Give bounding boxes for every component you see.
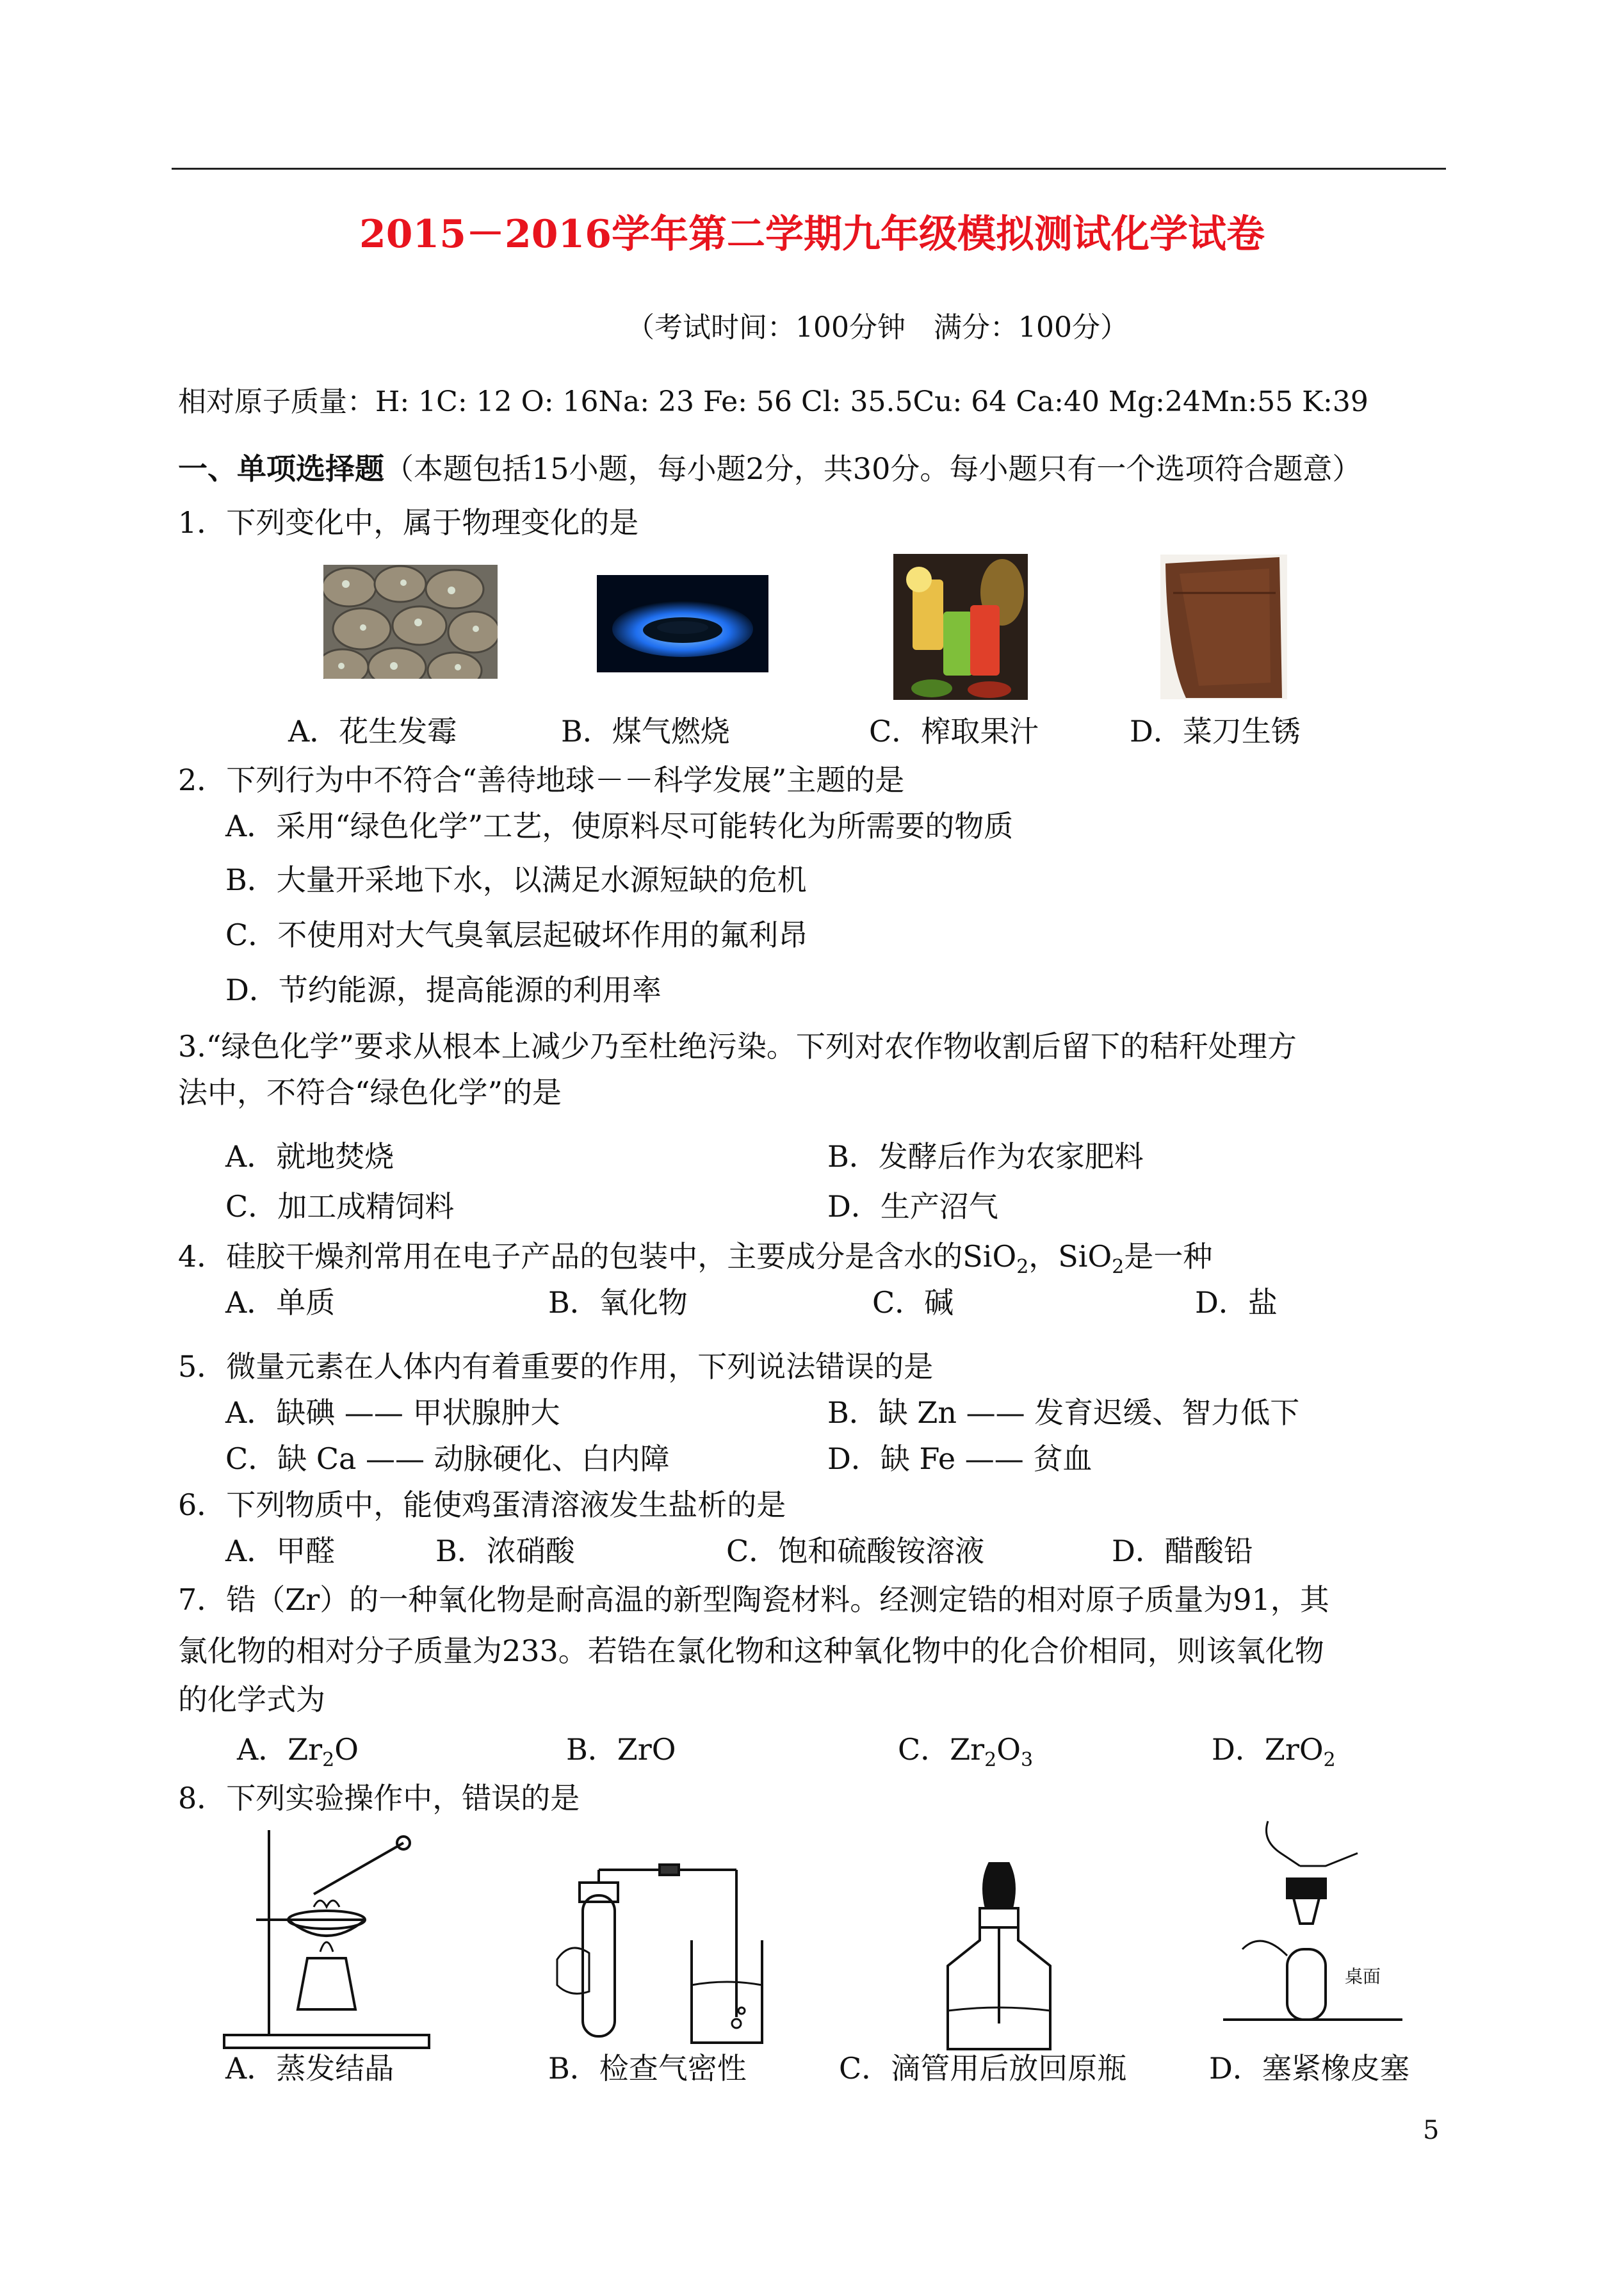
q5-option-d: D．缺 Fe —— 贫血	[827, 1441, 1092, 1476]
q1-option-d: D．菜刀生锈	[1130, 714, 1301, 749]
q8-option-c: C．滴管用后放回原瓶	[839, 2051, 1127, 2086]
q1-option-b: B．煤气燃烧	[561, 714, 730, 749]
desk-label: 桌面	[1345, 1966, 1381, 1987]
q3-stem-line2: 法中，不符合“绿色化学”的是	[178, 1075, 562, 1110]
exam-info: （考试时间：100分钟 满分：100分）	[626, 311, 1128, 344]
q5-option-c: C．缺 Ca —— 动脉硬化、白内障	[225, 1441, 670, 1476]
q4-option-c: C．碱	[872, 1285, 954, 1320]
header-rule	[172, 168, 1446, 170]
q3-stem-line1: 3.“绿色化学”要求从根本上减少乃至杜绝污染。下列对农作物收割后留下的秸秆处理方	[178, 1029, 1297, 1064]
q2-option-b: B．大量开采地下水，以满足水源短缺的危机	[225, 863, 807, 897]
q7-option-a	[237, 1730, 359, 1780]
q2-option-d: D．节约能源，提高能源的利用率	[225, 973, 662, 1007]
q8-option-a: A．蒸发结晶	[225, 2051, 394, 2086]
exam-title: 2015－2016学年第二学期九年级模拟测试化学试卷	[359, 212, 1265, 257]
q1-option-a: A．花生发霉	[288, 714, 457, 749]
rusty-knife-image	[1160, 555, 1287, 699]
q7-stem-line3: 的化学式为	[178, 1682, 325, 1717]
section-title: 一、单项选择题	[178, 451, 384, 486]
q6-option-d: D．醋酸铅	[1112, 1534, 1253, 1568]
q7-stem-line2: 氯化物的相对分子质量为233。若锆在氯化物和这种氧化物中的化合价相同，则该氧化物	[178, 1634, 1324, 1668]
q7-option-c	[898, 1730, 1033, 1780]
q7-d-text: D．ZrO	[1212, 1732, 1324, 1767]
q4-option-b: B．氧化物	[548, 1285, 688, 1320]
q7-c-sub2: 3	[1020, 1749, 1034, 1772]
q4-option-a: A．单质	[225, 1285, 336, 1320]
q4-subscript1: 2	[1016, 1256, 1029, 1279]
q7-a-text2: O	[334, 1732, 359, 1767]
q6-option-c: C．饱和硫酸铵溶液	[726, 1534, 985, 1568]
q7-a-text: A．Zr	[237, 1732, 323, 1767]
evaporation-apparatus-image	[218, 1824, 448, 2054]
q3-option-c: C．加工成精饲料	[225, 1189, 455, 1224]
q7-option-b: B．ZrO	[566, 1732, 676, 1767]
q4-stem	[178, 1237, 1212, 1286]
gas-flame-image	[597, 575, 768, 672]
q6-option-b: B．浓硝酸	[435, 1534, 575, 1568]
q8-option-b: B．检查气密性	[548, 2051, 747, 2086]
q8-option-d: D．塞紧橡皮塞	[1209, 2051, 1409, 2086]
q4-stem-part3: 是一种	[1124, 1239, 1213, 1274]
q2-option-a: A．采用“绿色化学”工艺，使原料尽可能转化为所需要的物质	[225, 809, 1014, 843]
q7-c-sub1: 2	[984, 1749, 997, 1772]
q1-stem: 1．下列变化中，属于物理变化的是	[178, 505, 639, 540]
q4-stem-part1: 4．硅胶干燥剂常用在电子产品的包装中，主要成分是含水的SiO	[178, 1239, 1017, 1274]
q7-a-sub: 2	[322, 1749, 335, 1772]
q7-stem-line1: 7．锆（Zr）的一种氧化物是耐高温的新型陶瓷材料。经测定锆的相对原子质量为91，其	[178, 1582, 1329, 1617]
q2-option-c: C．不使用对大气臭氧层起破坏作用的氟利昂	[225, 918, 808, 952]
q5-option-b: B．缺 Zn —— 发育迟缓、智力低下	[827, 1395, 1300, 1430]
q7-d-sub: 2	[1323, 1749, 1336, 1772]
q5-stem: 5．微量元素在人体内有着重要的作用，下列说法错误的是	[178, 1349, 934, 1384]
q8-stem: 8．下列实验操作中，错误的是	[178, 1781, 580, 1815]
q3-option-a: A．就地焚烧	[225, 1139, 394, 1174]
q5-option-a: A．缺碘 —— 甲状腺肿大	[225, 1395, 560, 1430]
peanut-mold-image	[323, 565, 498, 679]
page-number: 5	[1423, 2116, 1440, 2145]
section-heading	[178, 450, 1361, 488]
fruit-juice-image	[893, 554, 1028, 700]
q4-stem-part2: ，SiO	[1028, 1239, 1112, 1274]
q6-stem: 6．下列物质中，能使鸡蛋清溶液发生盐析的是	[178, 1488, 786, 1522]
q3-option-d: D．生产沼气	[827, 1189, 998, 1224]
rubber-stopper-image	[1217, 1815, 1409, 2032]
q6-option-a: A．甲醛	[225, 1534, 336, 1568]
q7-c-text: C．Zr	[898, 1732, 985, 1767]
q4-option-d: D．盐	[1195, 1285, 1278, 1320]
section-desc: （本题包括15小题，每小题2分，共30分。每小题只有一个选项符合题意）	[384, 451, 1362, 486]
q4-subscript2: 2	[1112, 1256, 1125, 1279]
dropper-bottle-image	[929, 1857, 1069, 2062]
airtightness-check-image	[544, 1863, 775, 2056]
q1-option-c: C．榨取果汁	[869, 714, 1039, 749]
atomic-masses: 相对原子质量：H: 1C: 12 O: 16Na: 23 Fe: 56 Cl: 35.5Cu: 64 Ca:40 Mg:24Mn:55 K:39	[178, 385, 1368, 418]
q7-option-d	[1212, 1730, 1336, 1780]
q7-c-text2: O	[996, 1732, 1021, 1767]
q3-option-b: B．发酵后作为农家肥料	[827, 1139, 1144, 1174]
q2-stem: 2．下列行为中不符合“善待地球－－科学发展”主题的是	[178, 763, 905, 797]
